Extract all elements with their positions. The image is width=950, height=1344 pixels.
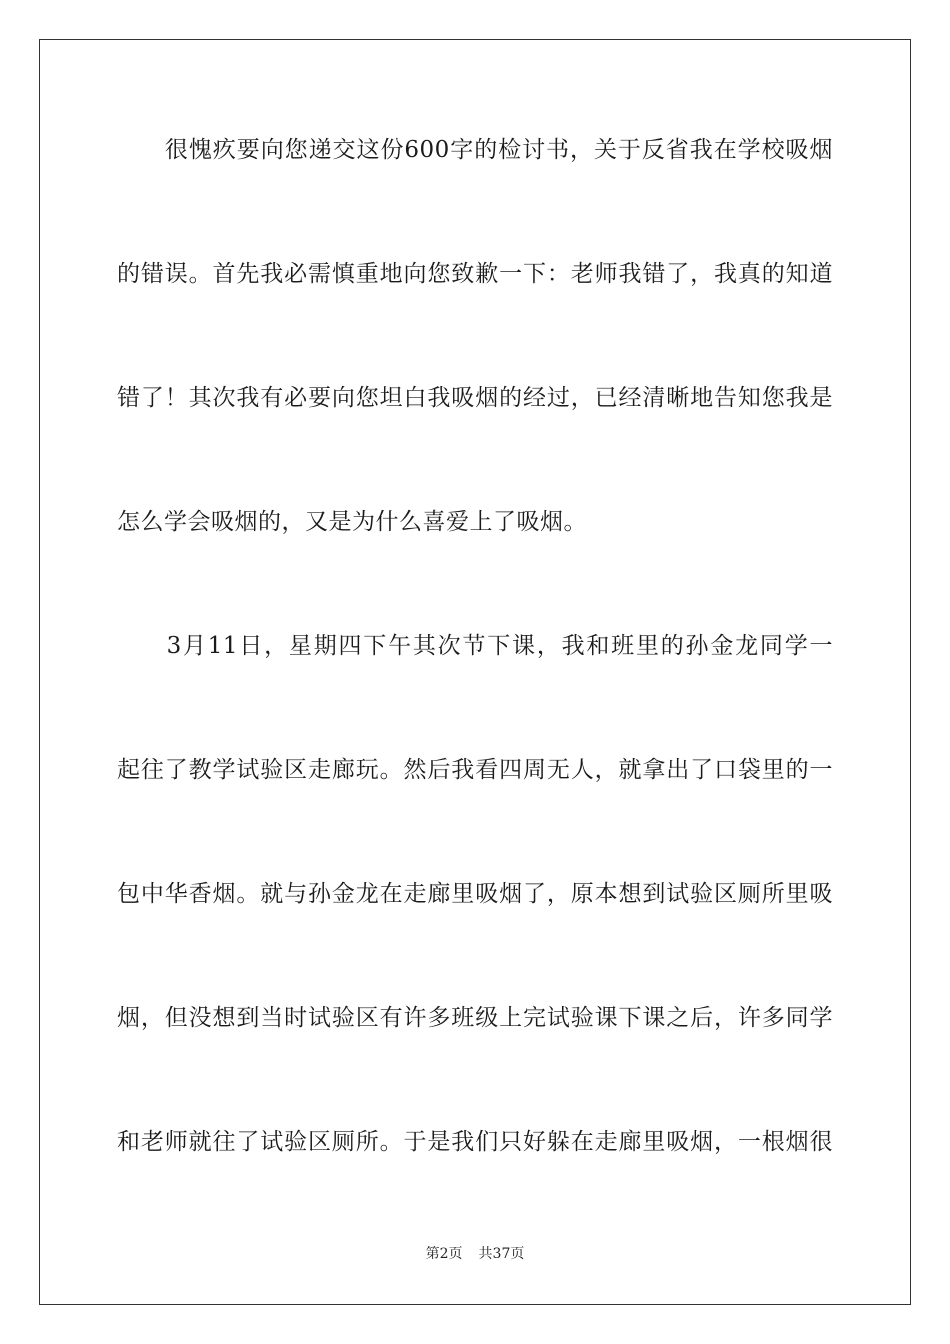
- page-footer: [0, 1245, 950, 1263]
- text-line: 很愧疚要向您递交这份600字的检讨书，关于反省我在学校吸烟: [117, 137, 833, 163]
- text-line: 和老师就往了试验区厕所。于是我们只好躲在走廊里吸烟，一根烟很: [117, 1129, 833, 1155]
- page-border: [39, 39, 911, 1305]
- page-number: 第2页: [425, 1246, 463, 1262]
- text-line: 烟，但没想到当时试验区有许多班级上完试验课下课之后，许多同学: [117, 1005, 833, 1031]
- text-line: 错了！其次我有必要向您坦白我吸烟的经过，已经清晰地告知您我是: [117, 385, 833, 411]
- text-line: 包中华香烟。就与孙金龙在走廊里吸烟了，原本想到试验区厕所里吸: [117, 881, 833, 907]
- text-line: 3月11日，星期四下午其次节下课，我和班里的孙金龙同学一: [117, 633, 833, 659]
- text-line: 怎么学会吸烟的，又是为什么喜爱上了吸烟。: [117, 509, 587, 535]
- text-line: 起往了教学试验区走廊玩。然后我看四周无人，就拿出了口袋里的一: [117, 757, 833, 783]
- page-total: 共37页: [478, 1246, 525, 1262]
- text-line: 的错误。首先我必需慎重地向您致歉一下：老师我错了，我真的知道: [117, 261, 833, 287]
